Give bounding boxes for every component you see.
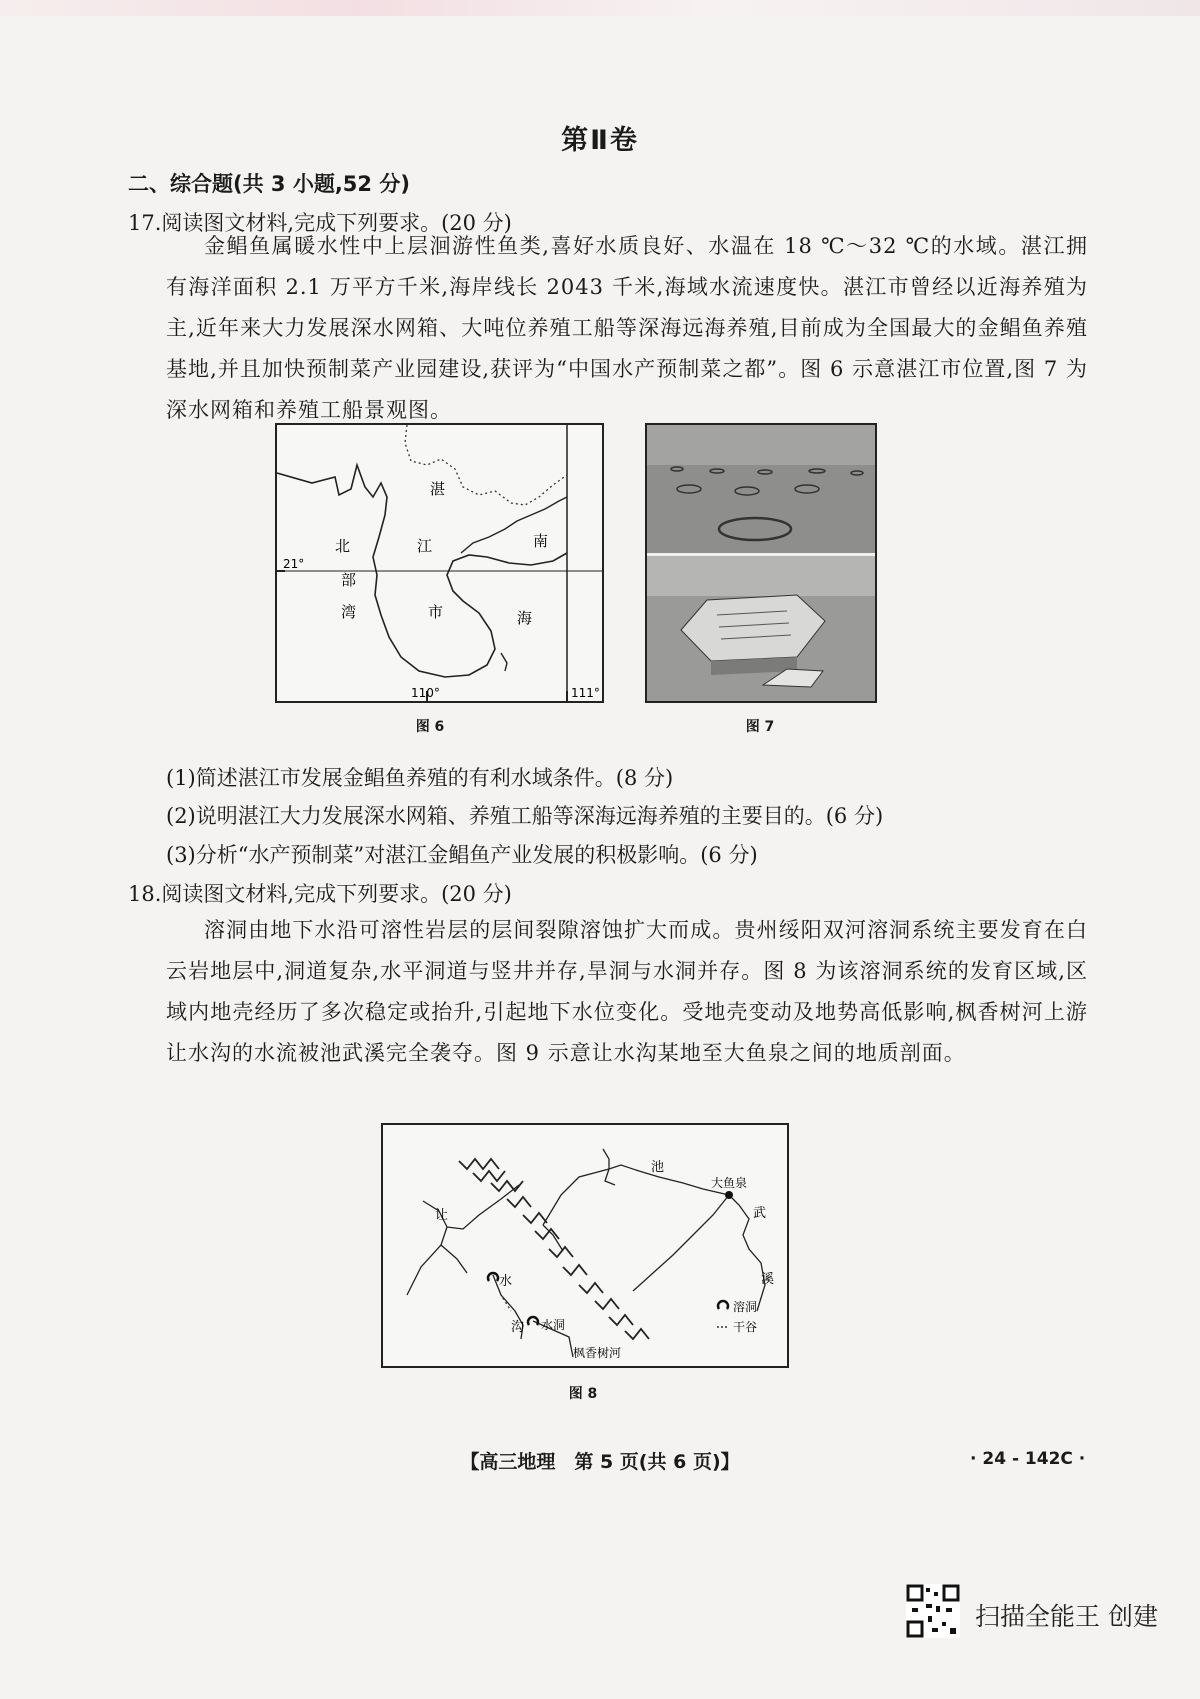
qr-code-icon: [906, 1584, 960, 1638]
figure-7-photos: [645, 423, 877, 703]
q17-stem: 17.阅读图文材料,完成下列要求。(20 分): [128, 211, 512, 235]
dayuquan-spring-marker: [725, 1191, 733, 1199]
page-title: 第Ⅱ卷: [561, 125, 639, 156]
lon-label-110: 110°: [411, 686, 440, 700]
label-jiang: 江: [417, 537, 433, 555]
label-chi: 池: [651, 1160, 665, 1175]
figure-7-caption: 图 7: [745, 719, 775, 735]
label-wan: 湾: [341, 603, 357, 621]
label-gou: 沟: [511, 1320, 525, 1335]
label-wu: 武: [753, 1206, 767, 1221]
label-xi: 溪: [761, 1272, 775, 1287]
label-shuidong: 水洞: [541, 1318, 566, 1332]
section-heading: 二、综合题(共 3 小题,52 分): [128, 172, 410, 196]
label-shui: 水: [499, 1274, 513, 1289]
q18-material: 溶洞由地下水沿可溶性岩层的层间裂隙溶蚀扩大而成。贵州绥阳双河溶洞系统主要发育在白云岩地层中,洞道复杂,水平洞道与竖井并存,旱洞与水洞并存。图 8 为该溶洞系统的发育区域,区域内地壳经历了多次稳定或抬升,引起地下水位变化。受地壳变动及地势高低影响,枫香树河上游让水沟的水流被池武溪完全袭夺。图 9 示意让水沟某地至大鱼泉之间的地质剖面。: [166, 918, 1088, 1065]
q17-subquestion-1: (1)简述湛江市发展金鲳鱼养殖的有利水域条件。(8 分): [166, 766, 674, 790]
page-footer: 【高三地理 第 5 页(共 6 页)】: [460, 1451, 740, 1473]
legend-cave: 溶洞: [733, 1300, 758, 1314]
label-fengxiang-river: 枫香树河: [573, 1346, 622, 1360]
figure-6-map: [275, 423, 604, 703]
figure-6-caption: 图 6: [415, 719, 445, 735]
q17-material: 金鲳鱼属暖水性中上层洄游性鱼类,喜好水质良好、水温在 18 ℃～32 ℃的水域。湛江拥有海洋面积 2.1 万平方千米,海岸线长 2043 千米,海域水流速度快。湛江市曾经以近海养殖为主,近年来大力发展深水网箱、大吨位养殖工船等深海远海养殖,目前成为全国最大的金鲳鱼养殖基地,并且加快预制菜产业园建设,获评为“中国水产预制菜之都”。图 6 示意湛江市位置,图 7 为深水网箱和养殖工船景观图。: [166, 234, 1088, 422]
top-color-strip: [0, 0, 1200, 16]
q17-subquestion-3: (3)分析“水产预制菜”对湛江金鲳鱼产业发展的积极影响。(6 分): [166, 843, 758, 867]
label-dayuquan: 大鱼泉: [711, 1176, 748, 1190]
lat-label-21: 21°: [283, 557, 305, 571]
label-zhan: 湛: [430, 480, 446, 498]
figure-8-legend: [717, 1299, 757, 1334]
label-rang: 让: [435, 1208, 449, 1223]
label-shi: 市: [428, 603, 444, 621]
scanner-watermark: 扫描全能王 创建: [975, 1602, 1158, 1631]
label-hai: 海: [517, 609, 533, 627]
q18-stem: 18.阅读图文材料,完成下列要求。(20 分): [128, 882, 512, 906]
legend-dry-valley: 干谷: [733, 1320, 758, 1334]
figure-8-caption: 图 8: [568, 1386, 598, 1402]
zhanjiang-map: [277, 425, 602, 701]
paper-code: · 24 - 142C ·: [970, 1449, 1086, 1469]
figure-8-map: [381, 1123, 789, 1368]
karst-cave-map: [383, 1125, 787, 1366]
label-bu: 部: [341, 571, 357, 589]
cave-symbol: [488, 1273, 498, 1281]
label-nan: 南: [533, 532, 549, 550]
q17-subquestion-2: (2)说明湛江大力发展深水网箱、养殖工船等深海远海养殖的主要目的。(6 分): [166, 804, 884, 828]
aquaculture-photo: [647, 425, 875, 701]
lon-label-111: 111°: [571, 686, 600, 700]
label-bei: 北: [335, 537, 351, 555]
